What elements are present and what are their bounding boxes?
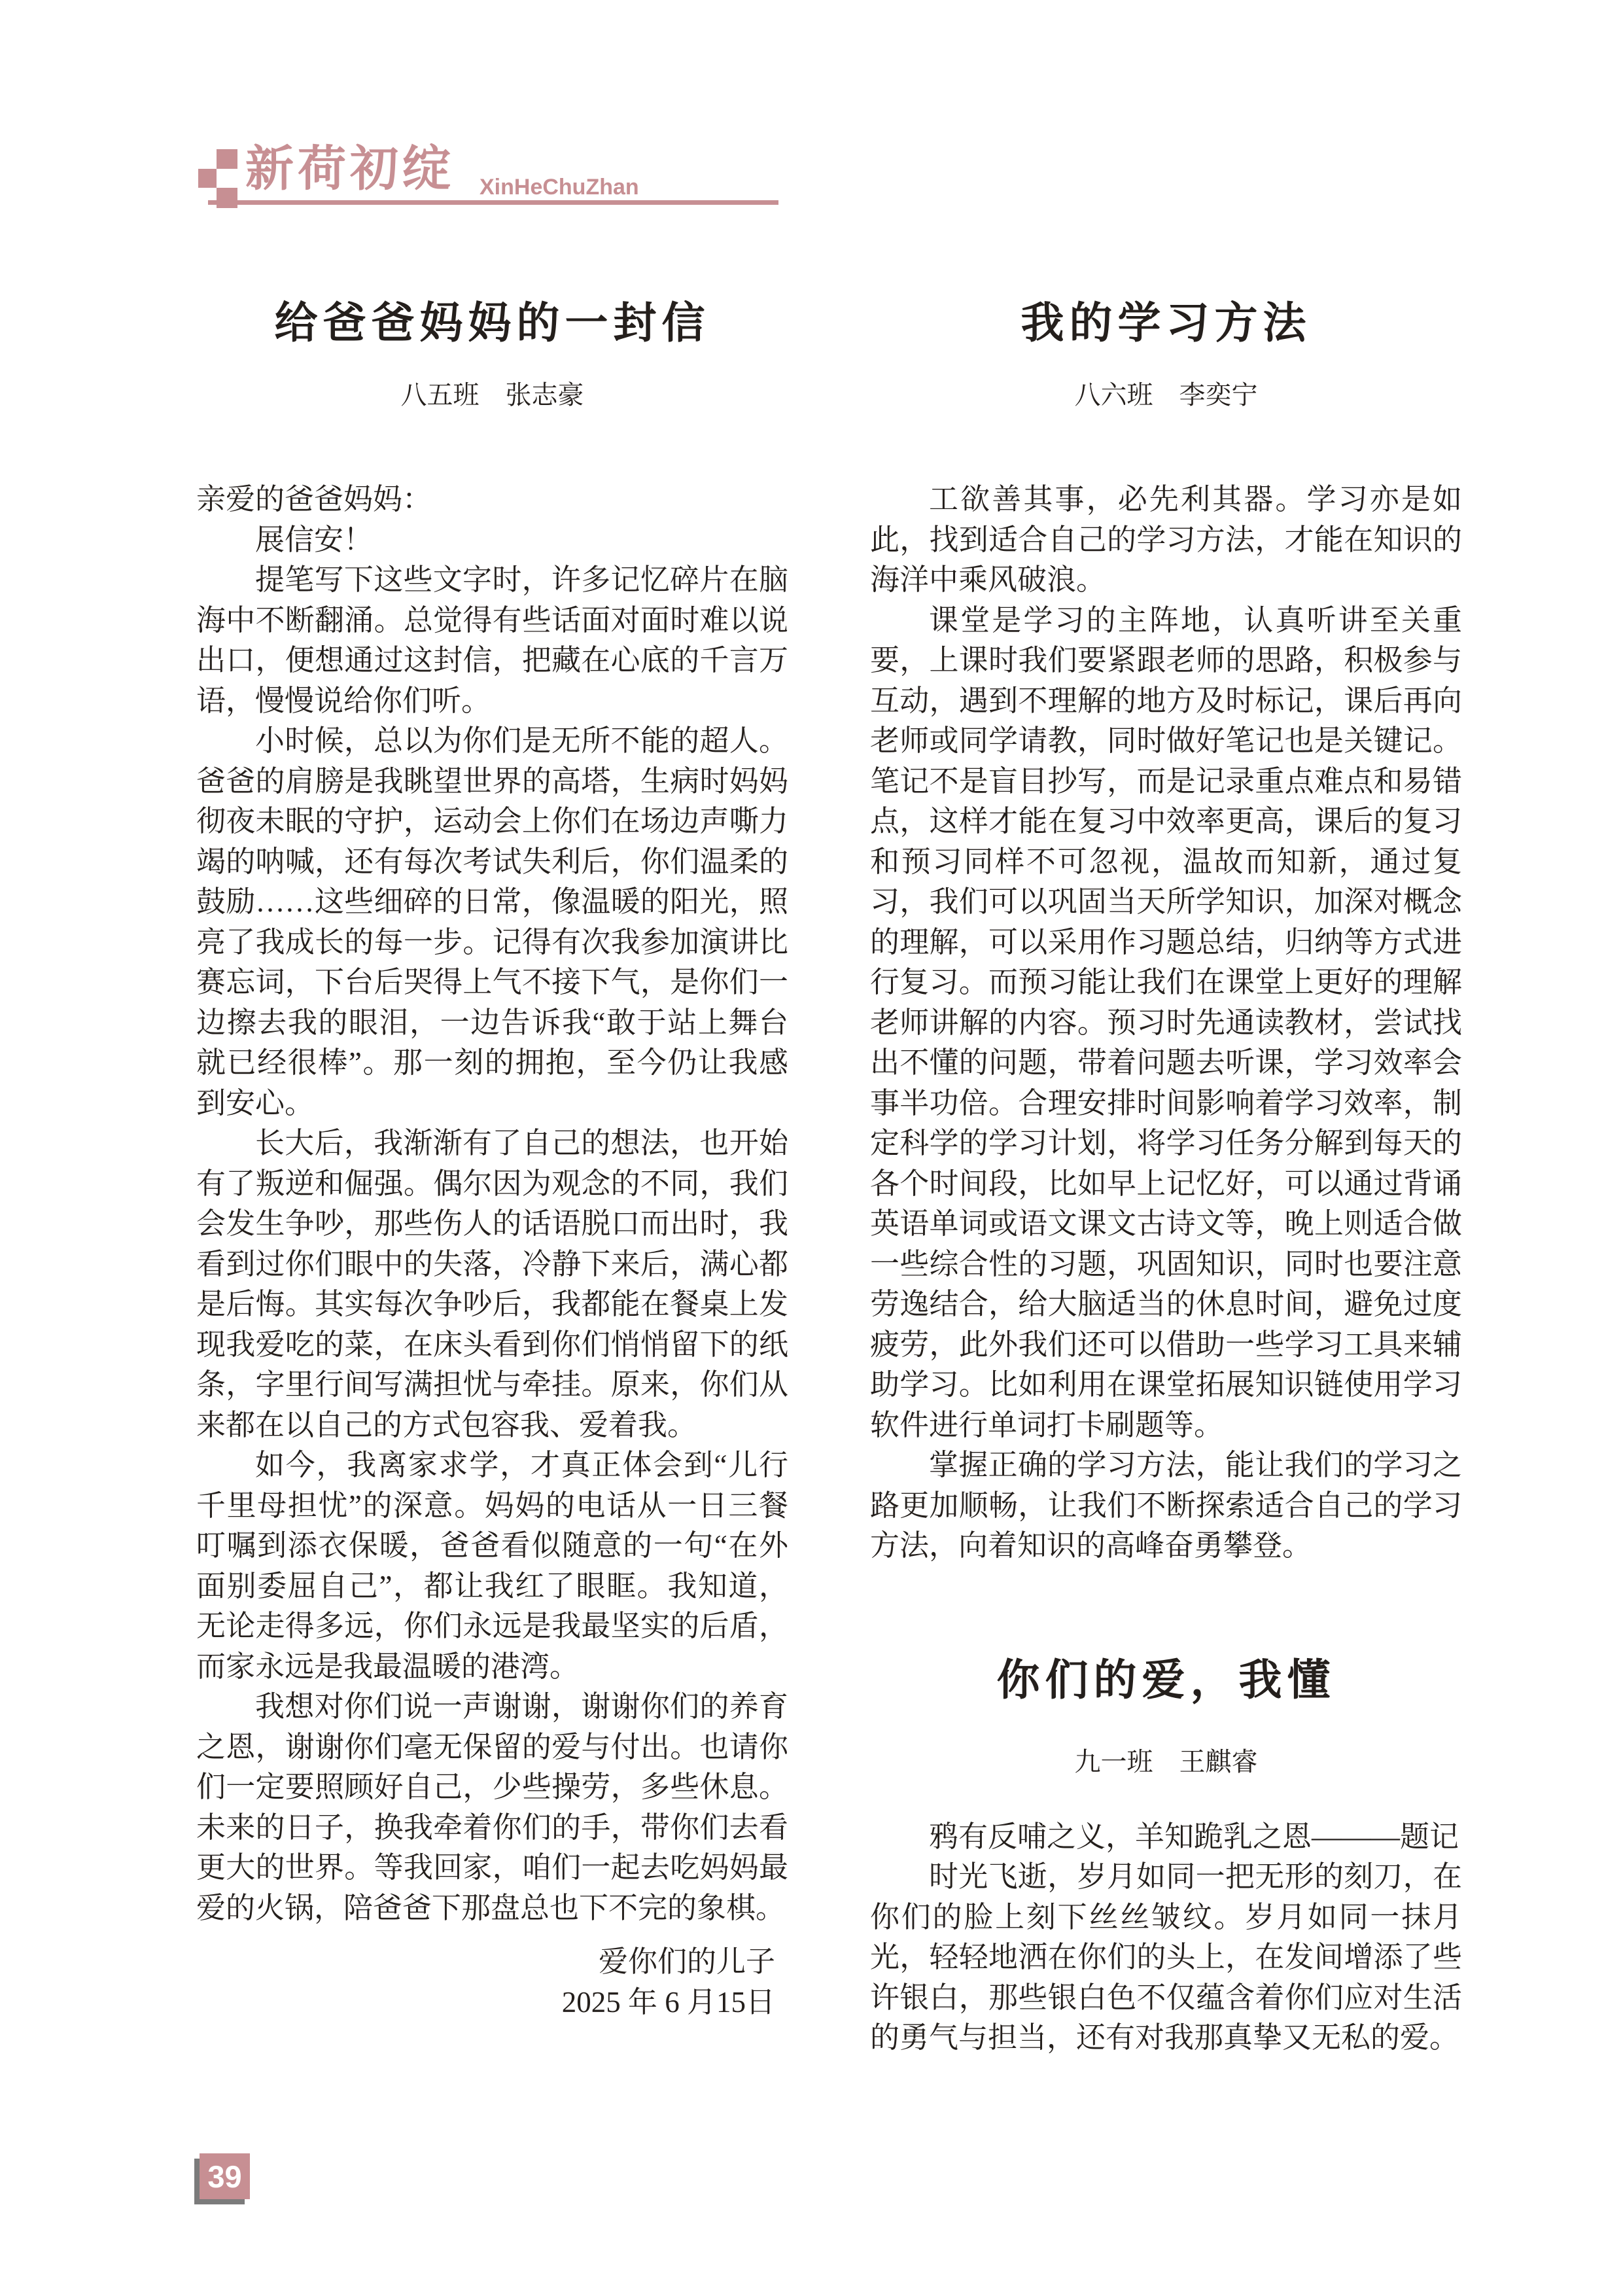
signature: 爱你们的儿子 xyxy=(598,1945,775,1978)
header-rule xyxy=(208,200,778,205)
logo-mark xyxy=(198,149,237,208)
article-1-paragraph: 小时候，总以为你们是无所不能的超人。爸爸的肩膀是我眺望世界的高塔，生病时妈妈彻夜未眠的守护，运动会上你们在场边声嘶力竭的呐喊，还有每次考试失利后，你们温柔的鼓励……这些细碎的日常，像温暖的阳光，照亮了我成长的每一步。记得有次我参加演讲比赛忘词，下台后哭得上气不接下气，是你们一边擦去我的眼泪，一边告诉我“敢于站上舞台就已经很棒”。那一刻的拥抱，至今仍让我感到安心。 xyxy=(196,724,788,1120)
page-number-badge xyxy=(200,2153,250,2199)
signature-block xyxy=(196,1941,788,2022)
article-2-paragraph: 掌握正确的学习方法，能让我们的学习之路更加顺畅，让我们不断探索适合自己的学习方法，向着知识的高峰奋勇攀登。 xyxy=(870,1449,1462,1562)
left-column xyxy=(196,288,788,2022)
signature-date: 2025 年 6 月15日 xyxy=(561,1986,775,2019)
logo-square-icon xyxy=(217,149,237,169)
article-1-paragraph: 长大后，我渐渐有了自己的想法，也开始有了叛逆和倔强。偶尔因为观念的不同，我们会发生争吵，那些伤人的话语脱口而出时，我看到过你们眼中的失落，冷静下来后，满心都是后悔。其实每次争吵后，我都能在餐桌上发现我爱吃的菜，在床头看到你们悄悄留下的纸条，字里行间写满担忧与牵挂。原来，你们从来都在以自己的方式包容我、爱着我。 xyxy=(196,1127,788,1441)
magazine-title-pinyin: XinHeChuZhan xyxy=(480,175,639,200)
article-1-title: 给爸爸妈妈的一封信 xyxy=(274,300,710,347)
article-1-paragraph: 展信安！ xyxy=(255,523,374,556)
right-column xyxy=(870,288,1462,2058)
article-1-paragraph: 我想对你们说一声谢谢，谢谢你们的养育之恩，谢谢你们毫无保留的爱与付出。也请你们一定要照顾好自己，少些操劳，多些休息。未来的日子，换我牵着你们的手，带你们去看更大的世界。等我回家，咱们一起去吃妈妈最爱的火锅，陪爸爸下那盘总也下不完的象棋。 xyxy=(196,1690,788,1924)
page-number: 39 xyxy=(207,2159,242,2194)
article-2-byline: 八六班 李奕宁 xyxy=(1074,380,1258,410)
article-3-byline: 九一班 王麒睿 xyxy=(1074,1746,1258,1776)
article-1-paragraph: 提笔写下这些文字时，许多记忆碎片在脑海中不断翻涌。总觉得有些话面对面时难以说出口，便想通过这封信，把藏在心底的千言万语，慢慢说给你们听。 xyxy=(196,563,788,717)
article-1-byline: 八五班 张志豪 xyxy=(400,380,584,410)
article-2-paragraph: 工欲善其事，必先利其器。学习亦是如此，找到适合自己的学习方法，才能在知识的海洋中乘风破浪。 xyxy=(870,483,1462,596)
article-1-paragraph: 如今，我离家求学，才真正体会到“儿行千里母担忧”的深意。妈妈的电话从一日三餐叮嘱到添衣保暖，爸爸看似随意的一句“在外面别委屈自己”，都让我红了眼眶。我知道，无论走得多远，你们永远是我最坚实的后盾，而家永远是我最温暖的港湾。 xyxy=(196,1449,788,1683)
article-3-paragraph: 鸦有反哺之义，羊知跪乳之恩———题记 xyxy=(929,1820,1459,1853)
article-3-title: 你们的爱，我懂 xyxy=(996,1656,1336,1704)
article-3-paragraph: 时光飞逝，岁月如同一把无形的刻刀，在你们的脸上刻下丝丝皱纹。岁月如同一抹月光，轻轻地洒在你们的头上，在发间增添了些许银白，那些银白色不仅蕴含着你们应对生活的勇气与担当，还有对我那真挚又无私的爱。 xyxy=(870,1860,1462,2054)
logo-square-icon xyxy=(217,188,237,208)
magazine-title: 新荷初绽 xyxy=(245,143,455,196)
article-1-paragraph: 亲爱的爸爸妈妈： xyxy=(196,483,432,516)
article-2-paragraph: 课堂是学习的主阵地，认真听讲至关重要，上课时我们要紧跟老师的思路，积极参与互动，遇到不理解的地方及时标记，课后再向老师或同学请教，同时做好笔记也是关键记。笔记不是盲目抄写，而是记录重点难点和易错点，这样才能在复习中效率更高，课后的复习和预习同样不可忽视，温故而知新，通过复习，我们可以巩固当天所学知识，加深对概念的理解，可以采用作习题总结，归纳等方式进行复习。而预习能让我们在课堂上更好的理解老师讲解的内容。预习时先通读教材，尝试找出不懂的问题，带着问题去听课，学习效率会事半功倍。合理安排时间影响着学习效率，制定科学的学习计划，将学习任务分解到每天的各个时间段，比如早上记忆好，可以通过背诵英语单词或语文课文古诗文等，晚上则适合做一些综合性的习题，巩固知识，同时也要注意劳逸结合，给大脑适当的休息时间，避免过度疲劳，此外我们还可以借助一些学习工具来辅助学习。比如利用在课堂拓展知识链使用学习软件进行单词打卡刷题等。 xyxy=(870,603,1462,1441)
article-2-title: 我的学习方法 xyxy=(1021,300,1312,347)
logo-square-icon xyxy=(198,169,217,188)
